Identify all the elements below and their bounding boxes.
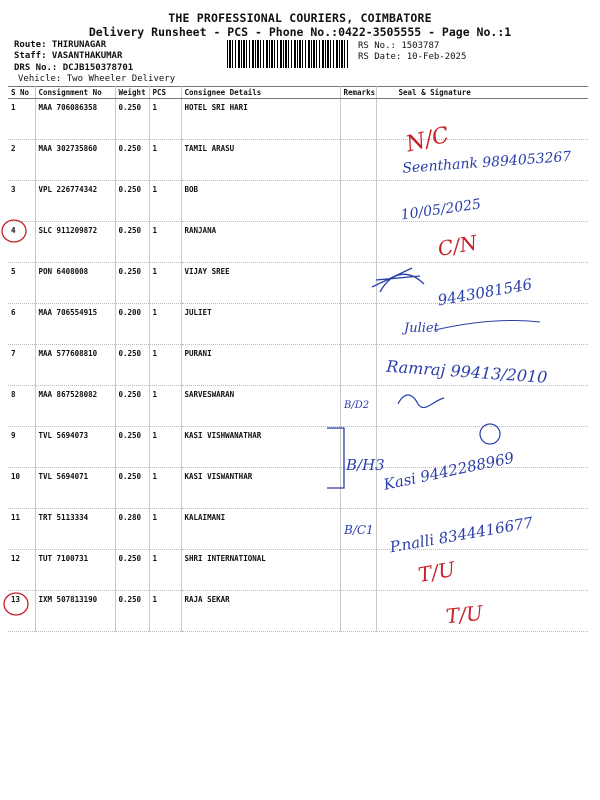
- sno-cell: 11: [8, 509, 35, 550]
- pcs-cell: 1: [149, 304, 181, 345]
- circle-mark-row13: [4, 593, 28, 615]
- col-consignment-header: Consignment No: [35, 87, 115, 99]
- weight-cell: 0.250: [115, 263, 149, 304]
- consignee-cell: HOTEL SRI HARI: [181, 99, 340, 140]
- handwritten-note-row1: N/C: [403, 122, 452, 158]
- col-weight-header: Weight: [115, 87, 149, 99]
- pcs-cell: 1: [149, 509, 181, 550]
- sno-cell: 12: [8, 550, 35, 591]
- handwritten-note-row13: T/U: [444, 600, 484, 629]
- weight-cell: 0.200: [115, 304, 149, 345]
- circle-mark-row4: [2, 220, 26, 242]
- pcs-cell: 1: [149, 345, 181, 386]
- weight-cell: 0.250: [115, 591, 149, 632]
- consignee-cell: SARVESWARAN: [181, 386, 340, 427]
- weight-cell: 0.250: [115, 468, 149, 509]
- consignee-cell: KASI VISWANTHAR: [181, 468, 340, 509]
- sno-cell: 7: [8, 345, 35, 386]
- consignment-cell: MAA 706086358: [35, 99, 115, 140]
- consignee-cell: SHRI INTERNATIONAL: [181, 550, 340, 591]
- rs-number: RS No.: 1503787: [358, 41, 440, 51]
- consignment-cell: IXM 507813190: [35, 591, 115, 632]
- consignment-cell: MAA 867528082: [35, 386, 115, 427]
- col-pcs-header: PCS: [149, 87, 181, 99]
- weight-cell: 0.250: [115, 99, 149, 140]
- sno-cell: 5: [8, 263, 35, 304]
- consignee-cell: BOB: [181, 181, 340, 222]
- consignee-cell: KASI VISHWANATHAR: [181, 427, 340, 468]
- scribble-row5: [372, 268, 424, 292]
- consignment-cell: MAA 577608810: [35, 345, 115, 386]
- consignment-cell: VPL 226774342: [35, 181, 115, 222]
- handwritten-signature-row10: Kasi 9442288969: [382, 448, 516, 494]
- circle-mark-row9: [480, 424, 500, 444]
- pcs-cell: 1: [149, 263, 181, 304]
- consignment-cell: TRT 5113334: [35, 509, 115, 550]
- consignment-cell: TUT 7100731: [35, 550, 115, 591]
- weight-cell: 0.250: [115, 345, 149, 386]
- pcs-cell: 1: [149, 222, 181, 263]
- consignee-cell: RANJANA: [181, 222, 340, 263]
- route-label: Route: THIRUNAGAR: [14, 40, 107, 50]
- sno-cell: 10: [8, 468, 35, 509]
- consignment-cell: SLC 911209872: [35, 222, 115, 263]
- pcs-cell: 1: [149, 468, 181, 509]
- sno-cell: 9: [8, 427, 35, 468]
- document-title: THE PROFESSIONAL COURIERS, COIMBATORE: [168, 11, 432, 25]
- handwritten-signature-row2: Seenthank 9894053267: [401, 148, 572, 177]
- pcs-cell: 1: [149, 427, 181, 468]
- col-sno-header: S No: [8, 87, 35, 99]
- handwritten-remark-row11: B/C1: [344, 523, 374, 537]
- consignee-cell: KALAIMANI: [181, 509, 340, 550]
- pcs-cell: 1: [149, 99, 181, 140]
- weight-cell: 0.250: [115, 222, 149, 263]
- col-signature-header: Seal & Signature: [376, 87, 588, 99]
- sno-cell: 3: [8, 181, 35, 222]
- handwritten-note-row12: T/U: [416, 556, 457, 587]
- consignee-cell: VIJAY SREE: [181, 263, 340, 304]
- sno-cell: 1: [8, 99, 35, 140]
- staff-label: Staff: VASANTHAKUMAR: [14, 51, 123, 61]
- pcs-cell: 1: [149, 386, 181, 427]
- weight-cell: 0.250: [115, 181, 149, 222]
- handwritten-signature-row11: P.nalli 8344416677: [388, 513, 535, 557]
- handwritten-remark-row10: B/H3: [346, 456, 385, 474]
- weight-cell: 0.250: [115, 386, 149, 427]
- vehicle-label: Vehicle: Two Wheeler Delivery: [18, 74, 176, 84]
- weight-cell: 0.250: [115, 427, 149, 468]
- consignment-cell: TVL 5694071: [35, 468, 115, 509]
- consignee-cell: RAJA SEKAR: [181, 591, 340, 632]
- handwritten-signature-row7: Ramraj 99413/2010: [385, 356, 548, 387]
- sno-cell: 4: [8, 222, 35, 263]
- col-remarks-header: Remarks: [340, 87, 376, 99]
- col-consignee-header: Consignee Details: [181, 87, 340, 99]
- document-subtitle: Delivery Runsheet - PCS - Phone No.:0422-3505555 - Page No.:1: [88, 25, 512, 39]
- handwritten-signature-row3: 10/05/2025: [399, 196, 482, 224]
- consignment-cell: PON 6408008: [35, 263, 115, 304]
- handwritten-remark-row8: B/D2: [344, 400, 370, 411]
- drs-number: DRS No.: DCJB150378701: [14, 63, 134, 73]
- weight-cell: 0.250: [115, 140, 149, 181]
- consignment-cell: MAA 302735860: [35, 140, 115, 181]
- sno-cell: 6: [8, 304, 35, 345]
- consignee-cell: PURANI: [181, 345, 340, 386]
- pcs-cell: 1: [149, 550, 181, 591]
- handwritten-phone-row5: 9443081546: [436, 275, 534, 310]
- pcs-cell: 1: [149, 591, 181, 632]
- scribble-row8: [398, 395, 444, 408]
- bracket-rows-9-10: [327, 428, 344, 488]
- consignee-cell: TAMIL ARASU: [181, 140, 340, 181]
- consignee-cell: JULIET: [181, 304, 340, 345]
- sno-cell: 13: [8, 591, 35, 632]
- consignment-cell: MAA 706554915: [35, 304, 115, 345]
- consignment-cell: TVL 5694073: [35, 427, 115, 468]
- rs-date: RS Date: 10-Feb-2025: [358, 52, 467, 62]
- pcs-cell: 1: [149, 140, 181, 181]
- weight-cell: 0.250: [115, 550, 149, 591]
- handwritten-note-row4: C/N: [435, 230, 480, 261]
- sno-cell: 2: [8, 140, 35, 181]
- flourish-row6: [435, 320, 540, 330]
- pcs-cell: 1: [149, 181, 181, 222]
- handwritten-signature-row6: Juliet: [404, 321, 439, 336]
- sno-cell: 8: [8, 386, 35, 427]
- weight-cell: 0.280: [115, 509, 149, 550]
